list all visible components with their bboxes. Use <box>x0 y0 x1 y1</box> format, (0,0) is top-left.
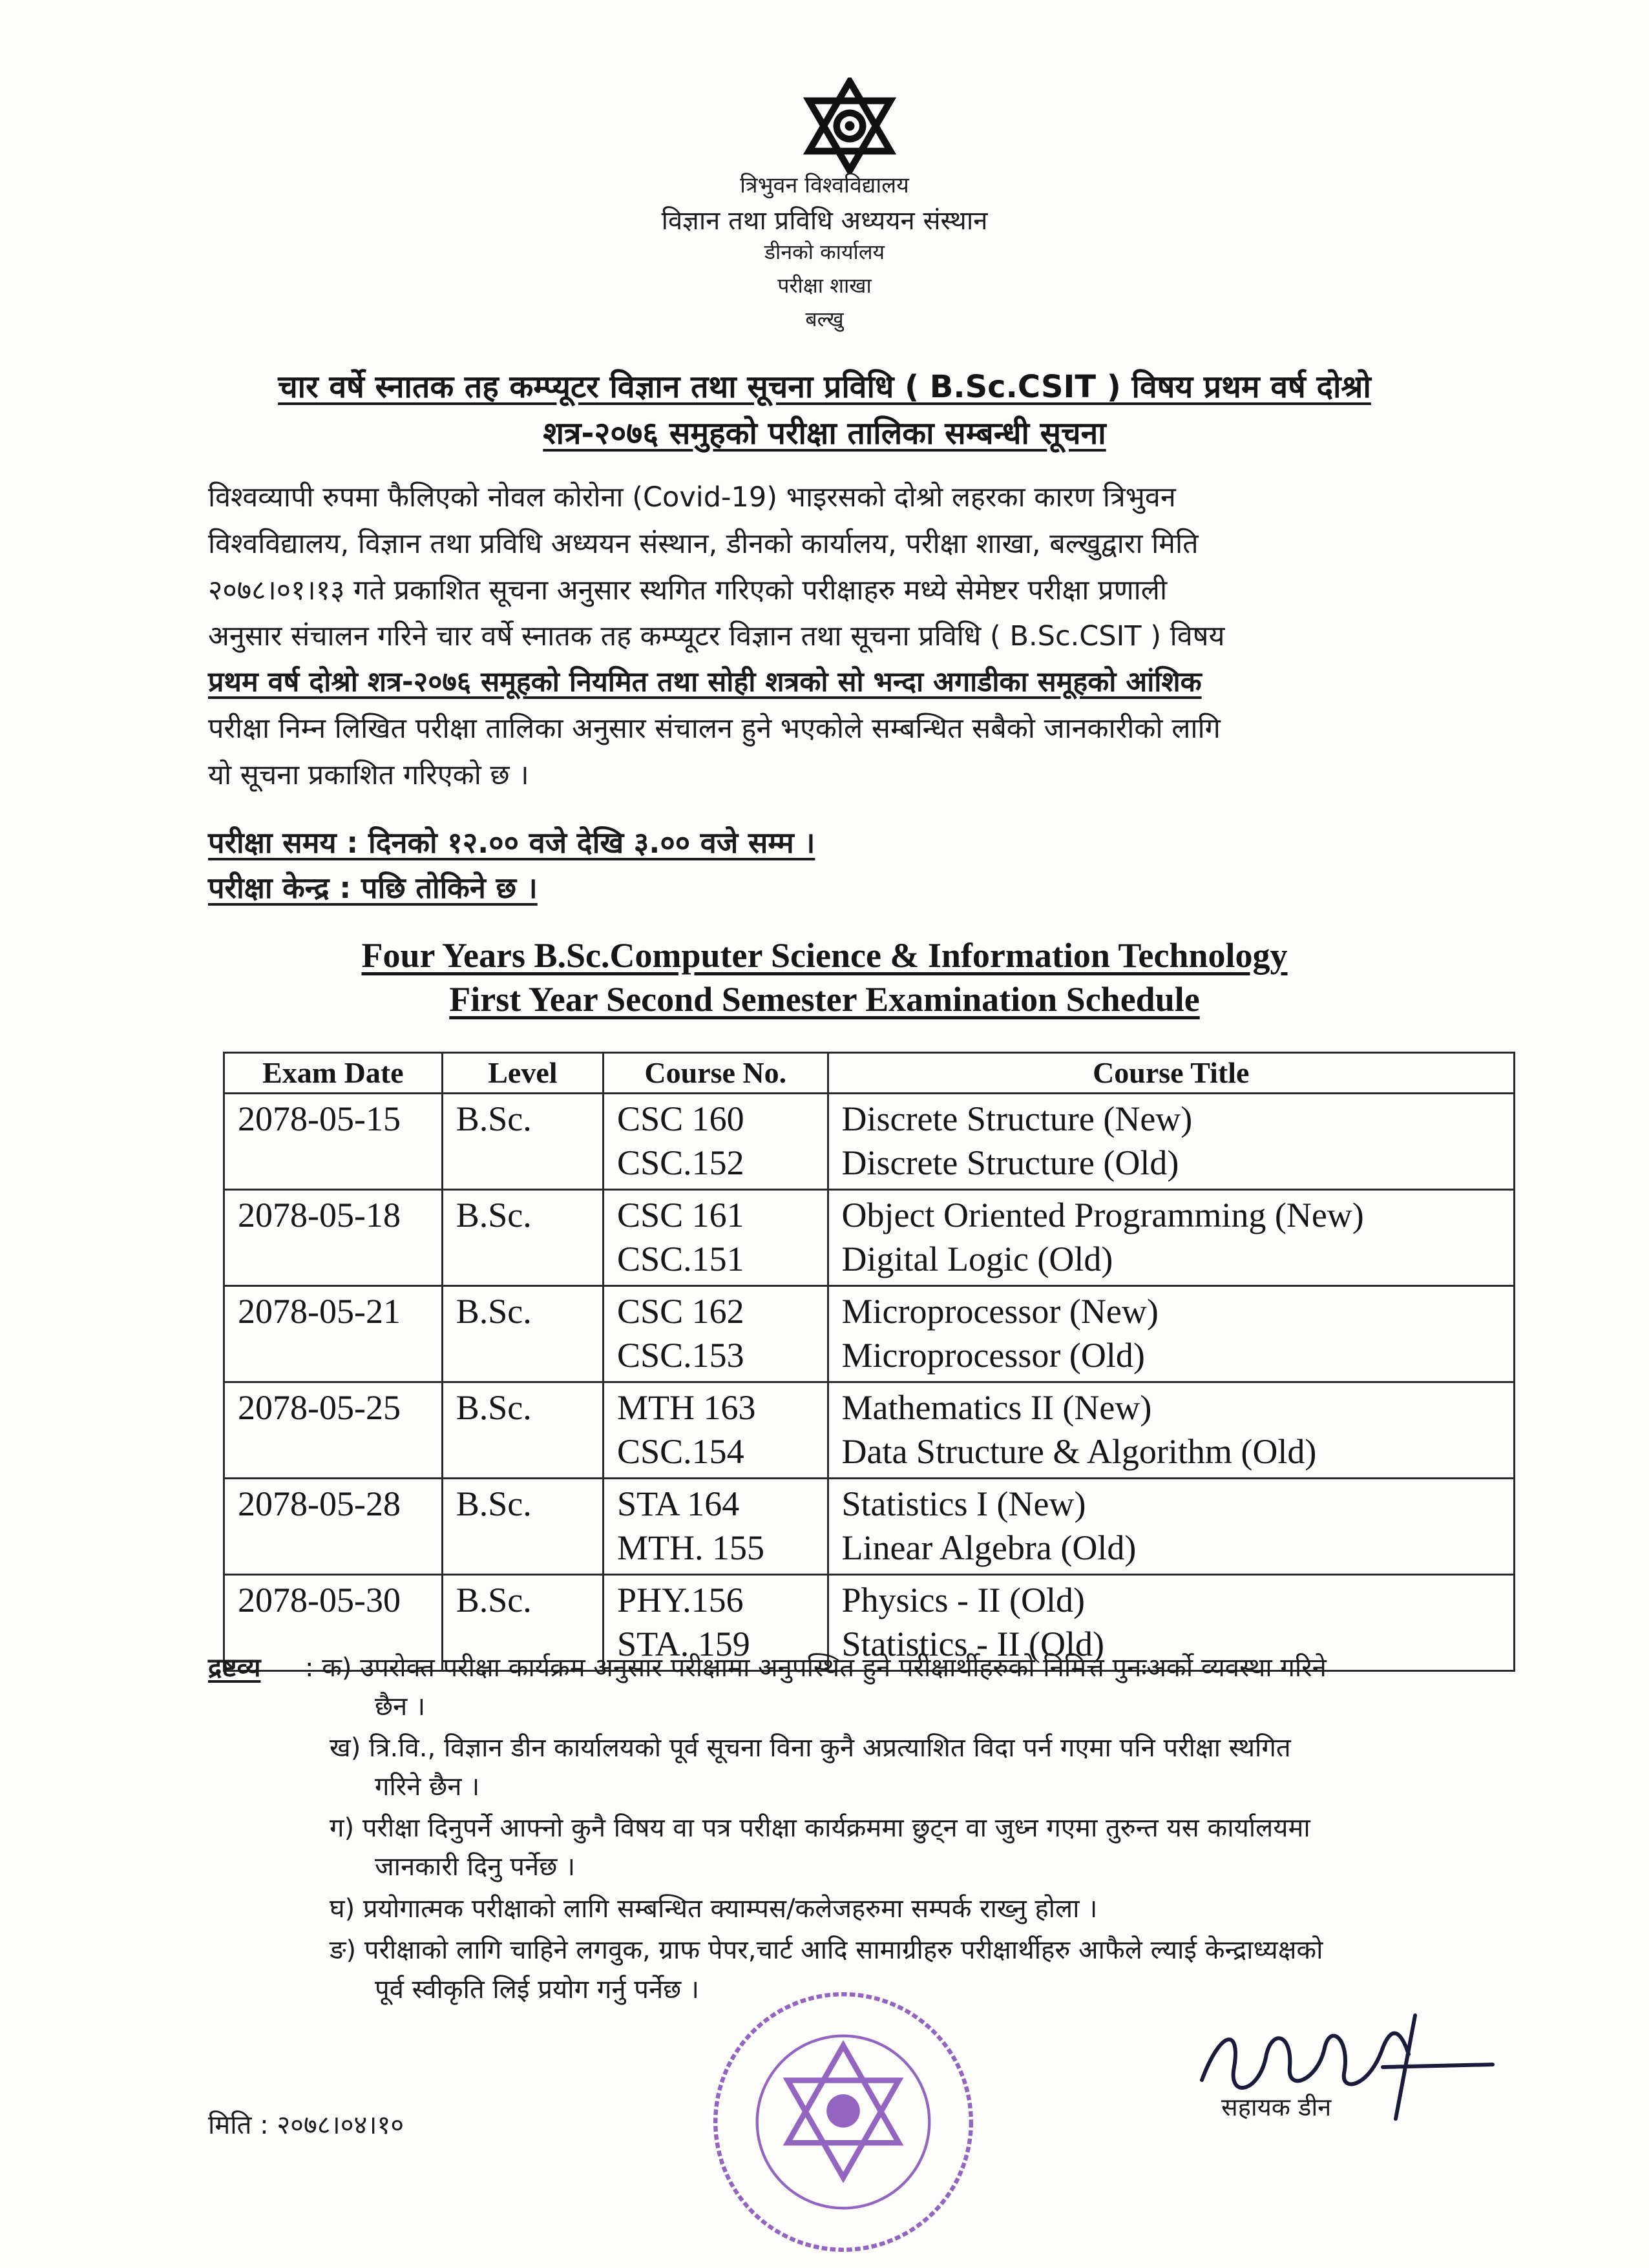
course-no-old: MTH. 155 <box>617 1528 765 1567</box>
level-cell: B.Sc. <box>442 1382 603 1479</box>
course-title-new: Statistics I (New) <box>841 1484 1086 1523</box>
tu-logo-icon <box>801 78 898 174</box>
course-no-old: CSC.154 <box>617 1432 744 1471</box>
body-line-3: २०७८।०१।१३ गते प्रकाशित सूचना अनुसार स्थगित गरिएको परीक्षाहरु मध्ये सेमेष्टर परीक्षा प्रणाली <box>208 574 1168 607</box>
course-title-new: Mathematics II (New) <box>841 1388 1152 1427</box>
course-title-cell <box>828 1479 1515 1575</box>
note-b-line-2: गरिने छैन । <box>375 1772 480 1802</box>
course-title-old: Digital Logic (Old) <box>841 1240 1113 1278</box>
note-a-line-2: छैन । <box>375 1692 426 1722</box>
course-no-new: CSC 160 <box>617 1099 744 1138</box>
exam-date-cell: 2078-05-15 <box>224 1094 443 1190</box>
course-no-cell <box>604 1286 828 1382</box>
office-name: डीनको कार्यालय <box>764 240 885 264</box>
table-row <box>224 1286 1515 1382</box>
exam-date-cell: 2078-05-18 <box>224 1190 443 1286</box>
schedule-title-1: Four Years B.Sc.Computer Science & Information Technology <box>361 936 1288 975</box>
course-title-old: Data Structure & Algorithm (Old) <box>841 1432 1317 1471</box>
body-line-1: विश्वव्यापी रुपमा फैलिएको नोवल कोरोना (Covid-19) भाइरसको दोश्रो लहरका कारण त्रिभुवन <box>208 481 1176 514</box>
level-cell: B.Sc. <box>442 1286 603 1382</box>
exam-schedule-table <box>223 1052 1515 1672</box>
table-row <box>224 1479 1515 1575</box>
course-title-old: Discrete Structure (Old) <box>841 1143 1179 1182</box>
table-row <box>224 1094 1515 1190</box>
course-no-new: CSC 161 <box>617 1196 744 1234</box>
exam-date-cell: 2078-05-28 <box>224 1479 443 1575</box>
course-title-old: Linear Algebra (Old) <box>841 1528 1137 1567</box>
course-title-cell <box>828 1382 1515 1479</box>
body-line-6: परीक्षा निम्न लिखित परीक्षा तालिका अनुसार संचालन हुने भएकोले सम्बन्धित सबैको जानकारीको लागि <box>208 713 1221 745</box>
university-name: त्रिभुवन विश्वविद्यालय <box>740 172 909 198</box>
header-course-title: Course Title <box>828 1053 1515 1094</box>
course-no-new: STA 164 <box>617 1484 740 1523</box>
course-title-new: Object Oriented Programming (New) <box>841 1196 1364 1234</box>
course-title-cell <box>828 1094 1515 1190</box>
note-b-line-1: ख) त्रि.वि., विज्ञान डीन कार्यालयको पूर्व सूचना विना कुनै अप्रत्याशित विदा पर्न गएमा पनि परीक्षा स्थगित <box>330 1733 1291 1763</box>
institute-name: विज्ञान तथा प्रविधि अध्ययन संस्थान <box>661 206 988 236</box>
notice-title-line-1: चार वर्षे स्नातक तह कम्प्यूटर विज्ञान तथा सूचना प्रविधि ( B.Sc.CSIT ) विषय प्रथम वर्ष दोश्रो <box>278 369 1371 405</box>
header-course-no: Course No. <box>604 1053 828 1094</box>
exam-date-cell: 2078-05-21 <box>224 1286 443 1382</box>
course-title-cell <box>828 1190 1515 1286</box>
course-title-old: Statistics - II (Old) <box>841 1625 1104 1663</box>
note-c-line-2: जानकारी दिनु पर्नेछ । <box>375 1852 576 1882</box>
note-d-line-1: घ) प्रयोगात्मक परीक्षाको लागि सम्बन्धित क्याम्पस/कलेजहरुमा सम्पर्क राख्नु होला । <box>330 1894 1098 1924</box>
note-c-line-1: ग) परीक्षा दिनुपर्ने आफ्नो कुनै विषय वा पत्र परीक्षा कार्यक्रममा छुट्न वा जुध्न गएमा तुरुन्त यस कार्यालयमा <box>330 1813 1310 1843</box>
body-line-5: प्रथम वर्ष दोश्रो शत्र-२०७६ समूहको नियमित तथा सोही शत्रको सो भन्दा अगाडीका समूहको आंशिक <box>208 666 1202 698</box>
course-title-cell <box>828 1286 1515 1382</box>
exam-date-cell: 2078-05-30 <box>224 1575 443 1671</box>
course-no-new: MTH 163 <box>617 1388 756 1427</box>
exam-center: परीक्षा केन्द्र : पछि तोकिने छ । <box>208 871 538 905</box>
exam-date-cell: 2078-05-25 <box>224 1382 443 1479</box>
header-exam-date: Exam Date <box>224 1053 443 1094</box>
course-no-cell <box>604 1094 828 1190</box>
course-title-new: Discrete Structure (New) <box>841 1099 1193 1138</box>
course-no-old: CSC.151 <box>617 1240 744 1278</box>
course-no-new: PHY.156 <box>617 1581 744 1619</box>
course-no-old: STA. 159 <box>617 1625 750 1663</box>
table-row <box>224 1190 1515 1286</box>
level-cell: B.Sc. <box>442 1479 603 1575</box>
course-no-old: CSC.152 <box>617 1143 744 1182</box>
level-cell: B.Sc. <box>442 1575 603 1671</box>
table-header-row <box>224 1053 1515 1094</box>
table-row <box>224 1382 1515 1479</box>
course-no-cell <box>604 1382 828 1479</box>
course-no-new: CSC 162 <box>617 1292 744 1331</box>
level-cell: B.Sc. <box>442 1094 603 1190</box>
office-stamp-icon <box>704 1983 982 2261</box>
note-e-line-2: पूर्व स्वीकृति लिई प्रयोग गर्नु पर्नेछ । <box>375 1975 700 2004</box>
course-title-new: Physics - II (Old) <box>841 1581 1085 1619</box>
exam-time: परीक्षा समय : दिनको १२.०० वजे देखि ३.०० वजे सम्म । <box>208 826 815 860</box>
note-e-line-1: ङ) परीक्षाको लागि चाहिने लगवुक, ग्राफ पेपर,चार्ट आदि सामाग्रीहरु परीक्षार्थीहरु आफैले ल्याई केन्द्राध्यक्षको <box>330 1935 1323 1965</box>
notice-title-line-2: शत्र-२०७६ समुहको परीक्षा तालिका सम्बन्धी सूचना <box>543 415 1106 452</box>
note-a-line-1: : क) उपरोक्त परीक्षा कार्यक्रम अनुसार परीक्षामा अनुपस्थित हुने परीक्षार्थीहरुको निमित्त पुनःअर्को व्यवस्था गरिने <box>305 1653 1327 1683</box>
issue-date: मिति : २०७८।०४।१० <box>208 2110 404 2140</box>
body-line-7: यो सूचना प्रकाशित गरिएको छ । <box>208 759 529 791</box>
level-cell: B.Sc. <box>442 1190 603 1286</box>
course-title-new: Microprocessor (New) <box>841 1292 1159 1331</box>
body-line-4: अनुसार संचालन गरिने चार वर्षे स्नातक तह कम्प्यूटर विज्ञान तथा सूचना प्रविधि ( B.Sc.CSIT ) विषय <box>208 620 1225 652</box>
course-title-old: Microprocessor (Old) <box>841 1336 1145 1375</box>
section-name: परीक्षा शाखा <box>777 273 872 298</box>
body-line-2: विश्वविद्यालय, विज्ञान तथा प्रविधि अध्ययन संस्थान, डीनको कार्यालय, परीक्षा शाखा, बल्खुद्वारा मिति <box>208 528 1199 560</box>
location-name: बल्खु <box>805 307 844 331</box>
course-no-cell <box>604 1190 828 1286</box>
schedule-title-2: First Year Second Semester Examination Schedule <box>449 980 1200 1019</box>
course-no-cell <box>604 1479 828 1575</box>
notes-heading: द्रष्टव्य <box>208 1653 261 1683</box>
header-level: Level <box>442 1053 603 1094</box>
course-no-old: CSC.153 <box>617 1336 744 1375</box>
signatory-title: सहायक डीन <box>1221 2093 1332 2121</box>
